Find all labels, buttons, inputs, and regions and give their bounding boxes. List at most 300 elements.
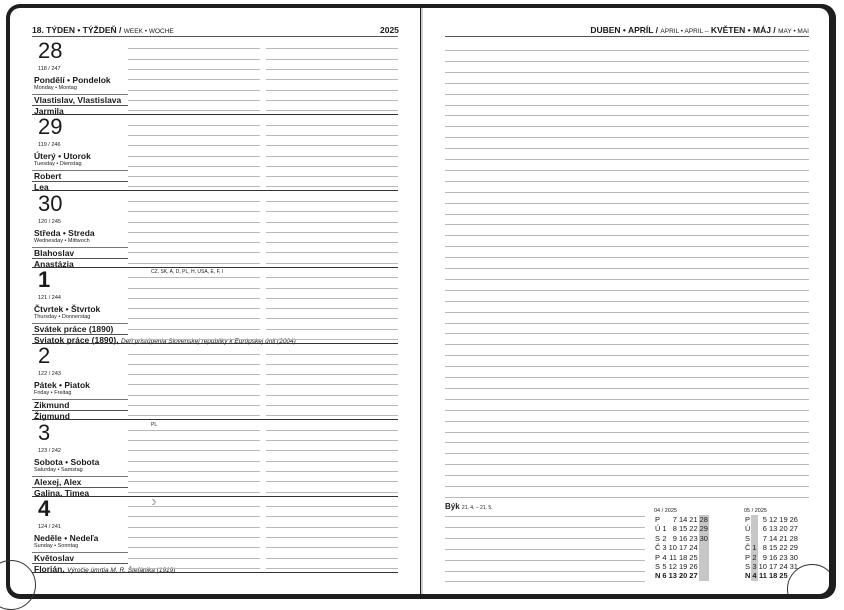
weekday-letter: S bbox=[655, 533, 661, 543]
writing-line[interactable] bbox=[128, 461, 260, 462]
calendar-day: 7 bbox=[762, 533, 767, 543]
calendar-day: 15 bbox=[768, 543, 778, 553]
name-day-cz: Alexej, Alex bbox=[34, 476, 82, 487]
day-number: 2 bbox=[38, 343, 51, 369]
day-number: 28 bbox=[38, 38, 63, 63]
day-block bbox=[32, 495, 176, 574]
writing-line[interactable] bbox=[266, 277, 398, 278]
writing-line[interactable] bbox=[128, 211, 260, 212]
writing-line[interactable] bbox=[128, 252, 260, 253]
calendar-day: 10 bbox=[668, 543, 677, 553]
writing-line[interactable] bbox=[266, 242, 398, 243]
calendar-day: 24 bbox=[689, 543, 698, 553]
calendar-day: 13 bbox=[768, 524, 778, 534]
writing-line[interactable] bbox=[445, 421, 809, 422]
writing-line[interactable] bbox=[266, 145, 398, 146]
calendar-day: 21 bbox=[779, 533, 788, 543]
writing-line[interactable] bbox=[128, 537, 260, 538]
writing-line[interactable] bbox=[445, 516, 645, 517]
calendar-day: 20 bbox=[779, 524, 788, 534]
day-rule bbox=[32, 334, 128, 335]
writing-line[interactable] bbox=[266, 492, 398, 493]
name-day-sk: Anastázia bbox=[34, 258, 74, 269]
calendar-day: 1 bbox=[752, 543, 757, 553]
day-name-sub: Sunday • Sonntag bbox=[34, 542, 79, 549]
name-day-cz: Svátek práce (1890) bbox=[34, 323, 114, 334]
day-block bbox=[32, 114, 128, 193]
writing-line[interactable] bbox=[445, 257, 809, 258]
week-label: 18. TÝDEN • TÝŽDEŇ / bbox=[32, 25, 122, 35]
writing-line[interactable] bbox=[266, 298, 398, 299]
writing-line[interactable] bbox=[266, 125, 398, 126]
weekday-letter: N bbox=[745, 571, 751, 581]
calendar-day: 30 bbox=[789, 552, 798, 562]
name-day-sk: Žigmund bbox=[34, 411, 70, 422]
writing-line[interactable] bbox=[128, 288, 260, 289]
writing-line[interactable] bbox=[128, 69, 260, 70]
writing-line[interactable] bbox=[128, 329, 260, 330]
writing-line[interactable] bbox=[445, 181, 809, 182]
day-rule bbox=[32, 410, 128, 411]
writing-line[interactable] bbox=[128, 201, 260, 202]
writing-line[interactable] bbox=[266, 79, 398, 80]
writing-line[interactable] bbox=[445, 366, 809, 367]
name-day-sk: Florián, Výročie úmrtia M. R. Štefánika (1919) bbox=[34, 563, 176, 574]
zodiac-label bbox=[445, 502, 493, 511]
calendar-day: 25 bbox=[689, 552, 698, 562]
writing-line[interactable] bbox=[266, 100, 398, 101]
calendar-day: 24 bbox=[779, 562, 788, 572]
writing-line[interactable] bbox=[445, 432, 809, 433]
writing-line[interactable] bbox=[266, 252, 398, 253]
writing-line[interactable] bbox=[445, 192, 809, 193]
day-rule bbox=[32, 105, 128, 106]
week-sub-label: WEEK • WOCHE bbox=[123, 28, 174, 35]
week-header bbox=[32, 25, 174, 35]
zodiac-dates: 21. 4. – 21. 5. bbox=[461, 505, 493, 511]
writing-line[interactable] bbox=[266, 329, 398, 330]
writing-line[interactable] bbox=[128, 450, 260, 451]
calendar-day: 8 bbox=[762, 543, 767, 553]
weekday-letter: P bbox=[745, 515, 751, 524]
calendar-day: 11 bbox=[759, 571, 767, 581]
calendar-day: 31 bbox=[789, 562, 798, 572]
writing-line[interactable] bbox=[445, 323, 809, 324]
writing-line[interactable] bbox=[445, 61, 809, 62]
writing-line[interactable] bbox=[128, 339, 260, 340]
writing-line[interactable] bbox=[445, 571, 645, 572]
writing-line[interactable] bbox=[128, 354, 260, 355]
header-rule bbox=[32, 36, 398, 37]
writing-line[interactable] bbox=[128, 527, 260, 528]
writing-line[interactable] bbox=[266, 395, 398, 396]
writing-line[interactable] bbox=[128, 395, 260, 396]
writing-line[interactable] bbox=[128, 100, 260, 101]
writing-line[interactable] bbox=[266, 232, 398, 233]
writing-line[interactable] bbox=[266, 481, 398, 482]
writing-line[interactable] bbox=[445, 170, 809, 171]
writing-line[interactable] bbox=[445, 581, 645, 582]
writing-line[interactable] bbox=[445, 399, 809, 400]
writing-line[interactable] bbox=[445, 214, 809, 215]
day-rule bbox=[32, 323, 128, 324]
writing-line[interactable] bbox=[445, 159, 809, 160]
writing-line[interactable] bbox=[445, 126, 809, 127]
writing-line[interactable] bbox=[445, 94, 809, 95]
writing-line[interactable] bbox=[128, 440, 260, 441]
writing-line[interactable] bbox=[128, 242, 260, 243]
writing-line[interactable] bbox=[445, 442, 809, 443]
calendar-april-grid bbox=[654, 515, 709, 581]
calendar-day: 29 bbox=[699, 524, 708, 534]
day-rule bbox=[32, 170, 128, 171]
writing-line[interactable] bbox=[128, 135, 260, 136]
calendar-day: 4 bbox=[662, 552, 667, 562]
writing-line[interactable] bbox=[128, 222, 260, 223]
day-name-sub: Thursday • Donnerstag bbox=[34, 313, 91, 320]
writing-line[interactable] bbox=[266, 48, 398, 49]
writing-line[interactable] bbox=[445, 115, 809, 116]
writing-line[interactable] bbox=[128, 156, 260, 157]
calendar-day: 15 bbox=[678, 524, 688, 534]
writing-line[interactable] bbox=[445, 333, 809, 334]
right-page bbox=[423, 8, 829, 594]
day-rule bbox=[32, 181, 128, 182]
writing-line[interactable] bbox=[128, 374, 260, 375]
moon-phase-icon: ☽ bbox=[149, 497, 157, 507]
name-day-cz: Květoslav bbox=[34, 552, 75, 563]
calendar-day: 14 bbox=[678, 515, 688, 524]
writing-line[interactable] bbox=[266, 90, 398, 91]
writing-line[interactable] bbox=[128, 405, 260, 406]
calendar-day: 6 bbox=[662, 571, 667, 581]
writing-line[interactable] bbox=[266, 318, 398, 319]
calendar-day: 26 bbox=[789, 515, 798, 524]
day-name-sub: Saturday • Samstag bbox=[34, 466, 83, 473]
name-day-cz: Blahoslav bbox=[34, 247, 75, 258]
day-name: Středa • Streda bbox=[34, 227, 95, 238]
writing-line[interactable] bbox=[445, 344, 809, 345]
writing-line[interactable] bbox=[266, 201, 398, 202]
writing-line[interactable] bbox=[445, 560, 645, 561]
writing-line[interactable] bbox=[445, 549, 645, 550]
calendar-day: 2 bbox=[752, 552, 757, 562]
calendar-day: 9 bbox=[672, 533, 677, 543]
writing-line[interactable] bbox=[266, 471, 398, 472]
writing-line[interactable] bbox=[266, 354, 398, 355]
day-block bbox=[32, 38, 128, 114]
calendar-day: 22 bbox=[689, 524, 698, 534]
writing-line[interactable] bbox=[445, 527, 645, 528]
day-block bbox=[32, 343, 128, 422]
writing-line[interactable] bbox=[128, 298, 260, 299]
writing-line[interactable] bbox=[266, 263, 398, 264]
day-rule bbox=[32, 476, 128, 477]
year-label: 2025 bbox=[380, 25, 399, 35]
weekday-letter: Č bbox=[745, 543, 751, 553]
name-day-sk: Galina, Timea bbox=[34, 487, 90, 498]
writing-line[interactable] bbox=[445, 105, 809, 106]
calendar-day: 8 bbox=[672, 524, 677, 534]
day-name: Sobota • Sobota bbox=[34, 456, 100, 467]
month1-sub-label: APRIL • APRIL – bbox=[660, 28, 709, 35]
writing-line[interactable] bbox=[445, 301, 809, 302]
calendar-day: 30 bbox=[699, 533, 708, 543]
day-rule bbox=[32, 563, 128, 564]
writing-line[interactable] bbox=[266, 547, 398, 548]
writing-line[interactable] bbox=[266, 288, 398, 289]
weekday-letter: Ú bbox=[655, 524, 661, 534]
day-number: 30 bbox=[38, 190, 63, 216]
writing-line[interactable] bbox=[128, 318, 260, 319]
day-number: 29 bbox=[38, 114, 63, 140]
writing-line[interactable] bbox=[128, 110, 260, 111]
writing-line[interactable] bbox=[128, 481, 260, 482]
writing-line[interactable] bbox=[266, 176, 398, 177]
writing-line[interactable] bbox=[445, 83, 809, 84]
calendar-day: 14 bbox=[768, 533, 778, 543]
calendar-day: 20 bbox=[678, 571, 688, 581]
name-day-sk: Lea bbox=[34, 182, 49, 193]
writing-line[interactable] bbox=[266, 527, 398, 528]
day-block bbox=[32, 419, 158, 498]
weekday-letter: P bbox=[655, 515, 661, 524]
calendar-day: 28 bbox=[699, 515, 708, 524]
calendar-day bbox=[699, 543, 709, 552]
writing-line[interactable] bbox=[128, 506, 260, 507]
calendar-day: 5 bbox=[662, 562, 667, 572]
writing-line[interactable] bbox=[445, 464, 809, 465]
writing-line[interactable] bbox=[128, 430, 260, 431]
day-rule bbox=[32, 258, 128, 259]
writing-line[interactable] bbox=[445, 312, 809, 313]
writing-line[interactable] bbox=[266, 69, 398, 70]
writing-line[interactable] bbox=[266, 135, 398, 136]
writing-line[interactable] bbox=[266, 430, 398, 431]
day-name: Úterý • Utorok bbox=[34, 151, 91, 162]
writing-line[interactable] bbox=[266, 110, 398, 111]
day-rule bbox=[32, 572, 398, 573]
day-of-year: 122 / 243 bbox=[38, 371, 61, 378]
calendar-day: 16 bbox=[678, 533, 688, 543]
calendar-day: 18 bbox=[678, 552, 688, 562]
writing-line[interactable] bbox=[266, 156, 398, 157]
writing-line[interactable] bbox=[266, 59, 398, 60]
writing-line[interactable] bbox=[445, 268, 809, 269]
left-page bbox=[10, 8, 420, 594]
writing-line[interactable] bbox=[445, 203, 809, 204]
weekday-letter: Ú bbox=[745, 524, 751, 534]
calendar-day: 17 bbox=[768, 562, 778, 572]
writing-line[interactable] bbox=[128, 48, 260, 49]
writing-line[interactable] bbox=[266, 166, 398, 167]
day-rule bbox=[32, 487, 128, 488]
writing-line[interactable] bbox=[128, 263, 260, 264]
day-number: 3 bbox=[38, 419, 51, 445]
writing-line[interactable] bbox=[128, 232, 260, 233]
writing-line[interactable] bbox=[128, 90, 260, 91]
day-name: Pondělí • Pondelok bbox=[34, 75, 111, 85]
calendar-day: 3 bbox=[662, 543, 667, 553]
calendar-day: 12 bbox=[768, 515, 778, 524]
writing-line[interactable] bbox=[128, 186, 260, 187]
writing-line[interactable] bbox=[266, 405, 398, 406]
calendar-day: 18 bbox=[768, 571, 778, 581]
day-of-year: 120 / 245 bbox=[38, 218, 61, 225]
day-name-sub: Wednesday • Mittwoch bbox=[34, 237, 90, 244]
writing-line[interactable] bbox=[266, 415, 398, 416]
writing-line[interactable] bbox=[128, 59, 260, 60]
day-name-sub: Friday • Freitag bbox=[34, 390, 72, 397]
calendar-day: 2 bbox=[662, 533, 667, 543]
writing-line[interactable] bbox=[128, 277, 260, 278]
writing-line[interactable] bbox=[128, 308, 260, 309]
writing-line[interactable] bbox=[445, 486, 809, 487]
day-rule bbox=[32, 247, 128, 248]
writing-line[interactable] bbox=[266, 568, 398, 569]
writing-line[interactable] bbox=[128, 364, 260, 365]
writing-line[interactable] bbox=[128, 176, 260, 177]
name-day-sk: Sviatok práce (1890), Deň pristúpenia Slovenskej republiky k Európskej únii (2004) bbox=[34, 334, 296, 345]
calendar-day: 9 bbox=[762, 552, 767, 562]
day-name: Čtvrtek • Štvrtok bbox=[34, 303, 101, 314]
day-rule bbox=[32, 399, 128, 400]
day-rule bbox=[32, 552, 128, 553]
writing-line[interactable] bbox=[445, 377, 809, 378]
writing-line[interactable] bbox=[445, 224, 809, 225]
writing-line[interactable] bbox=[445, 137, 809, 138]
writing-line[interactable] bbox=[266, 308, 398, 309]
writing-line[interactable] bbox=[266, 450, 398, 451]
writing-line[interactable] bbox=[266, 186, 398, 187]
month2-label: KVĚTEN • MÁJ / bbox=[710, 25, 776, 35]
writing-line[interactable] bbox=[266, 384, 398, 385]
writing-line[interactable] bbox=[128, 492, 260, 493]
writing-line[interactable] bbox=[445, 453, 809, 454]
calendar-day: 25 bbox=[779, 571, 788, 581]
calendar-day bbox=[699, 571, 709, 580]
writing-line[interactable] bbox=[128, 516, 260, 517]
day-number: 4 bbox=[38, 495, 51, 521]
writing-line[interactable] bbox=[445, 50, 809, 51]
writing-line[interactable] bbox=[266, 516, 398, 517]
writing-line[interactable] bbox=[445, 290, 809, 291]
month-header bbox=[590, 25, 809, 35]
writing-line[interactable] bbox=[266, 222, 398, 223]
calendar-day: 21 bbox=[689, 515, 698, 524]
day-name: Pátek • Piatok bbox=[34, 380, 90, 391]
calendar-april-title: 04 / 2025 bbox=[654, 508, 677, 514]
calendar-day: 4 bbox=[752, 571, 757, 581]
day-of-year: 121 / 244 bbox=[38, 294, 61, 301]
calendar-may-title: 05 / 2025 bbox=[744, 508, 767, 514]
writing-line[interactable] bbox=[128, 79, 260, 80]
writing-line[interactable] bbox=[266, 558, 398, 559]
writing-line[interactable] bbox=[128, 145, 260, 146]
writing-line[interactable] bbox=[445, 355, 809, 356]
writing-line[interactable] bbox=[445, 235, 809, 236]
holiday-countries: CZ, SK, A, D, PL, H, USA, E, F, I bbox=[151, 268, 224, 275]
calendar-day: 17 bbox=[678, 543, 688, 553]
holiday-countries: PL bbox=[151, 421, 158, 428]
writing-line[interactable] bbox=[128, 471, 260, 472]
writing-line[interactable] bbox=[128, 415, 260, 416]
writing-line[interactable] bbox=[445, 497, 809, 498]
calendar-day: 27 bbox=[689, 571, 698, 581]
zodiac-name: Býk bbox=[445, 502, 460, 511]
writing-line[interactable] bbox=[266, 440, 398, 441]
writing-line[interactable] bbox=[266, 537, 398, 538]
weekday-letter: S bbox=[655, 562, 661, 572]
writing-line[interactable] bbox=[128, 547, 260, 548]
writing-line[interactable] bbox=[128, 384, 260, 385]
calendar-day: 7 bbox=[672, 515, 677, 524]
writing-line[interactable] bbox=[445, 246, 809, 247]
writing-line[interactable] bbox=[128, 166, 260, 167]
writing-line[interactable] bbox=[266, 339, 398, 340]
writing-line[interactable] bbox=[445, 72, 809, 73]
day-block bbox=[32, 191, 128, 267]
day-of-year: 119 / 246 bbox=[38, 142, 61, 149]
calendar-day: 3 bbox=[752, 562, 757, 572]
day-rule bbox=[32, 94, 128, 95]
calendar-day: 10 bbox=[758, 562, 767, 572]
weekday-letter: S bbox=[745, 533, 751, 543]
writing-line[interactable] bbox=[266, 374, 398, 375]
calendar-day: 6 bbox=[762, 524, 767, 534]
day-of-year: 118 / 247 bbox=[38, 66, 61, 72]
calendar-day bbox=[699, 553, 709, 562]
day-number: 1 bbox=[38, 266, 51, 292]
writing-line[interactable] bbox=[128, 568, 260, 569]
writing-line[interactable] bbox=[445, 475, 809, 476]
name-day-sk: Jarmila bbox=[34, 106, 64, 116]
day-name-sub: Tuesday • Dienstag bbox=[34, 161, 82, 168]
writing-line[interactable] bbox=[445, 388, 809, 389]
calendar-day: 1 bbox=[662, 524, 667, 534]
writing-line[interactable] bbox=[445, 538, 645, 539]
writing-line[interactable] bbox=[128, 125, 260, 126]
calendar-day: 11 bbox=[669, 552, 677, 562]
name-day-cz: Vlastislav, Vlastislava bbox=[34, 95, 122, 105]
writing-line[interactable] bbox=[445, 410, 809, 411]
month2-sub-label: MAY • MAI bbox=[778, 28, 809, 35]
weekday-letter: Č bbox=[655, 543, 661, 553]
calendar-day bbox=[699, 562, 709, 571]
day-block bbox=[32, 266, 296, 345]
writing-line[interactable] bbox=[266, 364, 398, 365]
writing-line[interactable] bbox=[445, 279, 809, 280]
name-day-cz: Robert bbox=[34, 171, 62, 182]
day-of-year: 123 / 242 bbox=[38, 447, 61, 454]
weekday-letter: P bbox=[655, 552, 661, 562]
day-name-sub: Monday • Montag bbox=[34, 85, 77, 91]
calendar-day: 12 bbox=[668, 562, 677, 572]
calendar-day: 26 bbox=[689, 562, 698, 572]
writing-line[interactable] bbox=[266, 506, 398, 507]
calendar-day: 13 bbox=[668, 571, 677, 581]
day-of-year: 124 / 241 bbox=[38, 523, 61, 530]
writing-line[interactable] bbox=[445, 148, 809, 149]
day-name: Neděle • Nedeľa bbox=[34, 532, 99, 543]
weekday-letter: N bbox=[655, 571, 661, 581]
writing-line[interactable] bbox=[266, 461, 398, 462]
calendar-day: 5 bbox=[762, 515, 767, 524]
writing-line[interactable] bbox=[266, 211, 398, 212]
calendar-day: 23 bbox=[779, 552, 788, 562]
calendar-day: 29 bbox=[789, 543, 798, 553]
writing-line[interactable] bbox=[128, 558, 260, 559]
